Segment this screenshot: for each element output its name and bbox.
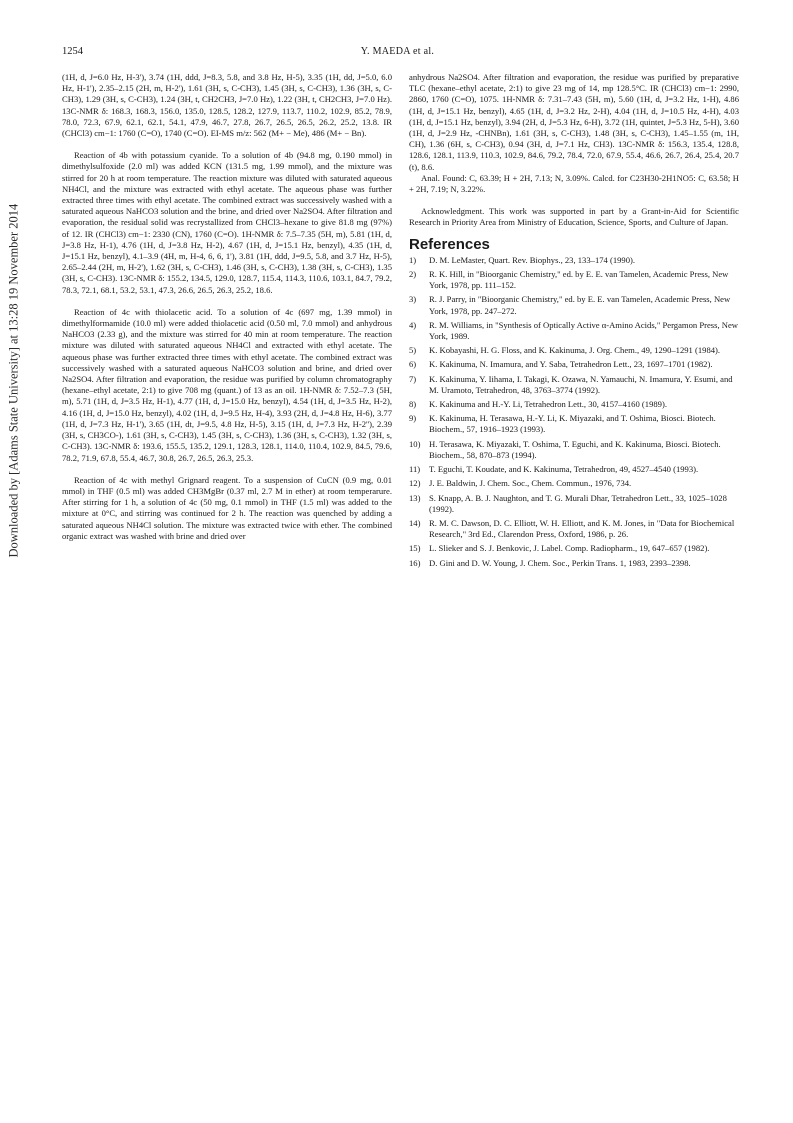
- reference-number: 9): [409, 413, 417, 424]
- nmr-data-paragraph: (1H, d, J=6.0 Hz, H-3'), 3.74 (1H, ddd, J=8.3, 5.8, and 3.8 Hz, H-5), 3.35 (1H, dd, J=5.0, 6.0 Hz, H-1'), 2.35–2.15 (2H, m, H-2'), 1.61 (3H, s, C-CH3), 1.45 (3H, s, C-CH3), 1.36 (3H, s, C-CH3), 1.29 (3H, s, C-CH3), 1.24 (3H, t, CH2CH3, J=7.0 Hz), 1.22 (3H, t, CH2CH3, J=7.0 Hz). 13C-NMR δ: 168.3, 168.3, 156.0, 135.0, 128.5, 128.2, 127.9, 113.7, 110.2, 102.9, 85.2, 78.9, 78.0, 72.3, 67.9, 62.1, 62.1, 54.1, 47.9, 46.7, 27.8, 26.7, 26.5, 26.5, 26.2, 25.2, 13.8. IR (CHCl3) cm−1: 1760 (C=O), 1740 (C=O). EI-MS m/z: 562 (M+ − Me), 486 (M+ − Bn).: [62, 72, 392, 139]
- reference-number: 12): [409, 478, 421, 489]
- reference-text: H. Terasawa, K. Miyazaki, T. Oshima, T. Eguchi, and K. Kakinuma, Biosci. Biotech. Biochem., 58, 870–873 (1994).: [429, 438, 721, 460]
- download-note: Downloaded by [Adams State University] at 13:28 19 November 2014: [6, 203, 21, 558]
- right-column: [409, 72, 739, 572]
- reference-number: 1): [409, 254, 417, 265]
- reference-text: R. K. Hill, in "Bioorganic Chemistry," ed. by E. E. van Tamelen, Academic Press, New York, 1978, pp. 111–152.: [429, 269, 729, 291]
- grignard-reaction-paragraph: Reaction of 4c with methyl Grignard reagent. To a suspension of CuCN (0.9 mg, 0.01 mmol) in THF (0.5 ml) was added CH3MgBr (0.37 ml, 2.7 M in ether) at room temperarure. After stirring for 1 h, a solution of 4c (50 mg, 0.1 mmol) in THF (1.5 ml) was added to the mixture at 0°C, and stirring was continued for 2 h. The reaction was quenched by adding a saturated aqueous NH4Cl solution. The mixture was extracted twice with ether. The combined organic extract was washed with brine and dried over: [62, 474, 392, 541]
- left-column: [62, 72, 392, 542]
- references-list: [409, 255, 739, 569]
- reference-text: S. Knapp, A. B. J. Naughton, and T. G. Murali Dhar, Tetrahedron Lett., 33, 1025–1028 (1992).: [429, 492, 727, 514]
- reference-number: 5): [409, 345, 417, 356]
- acknowledgment-paragraph: Acknowledgment. This work was supported in part by a Grant-in-Aid for Scientific Research in Priority Area from Ministry of Education, Science, Sports, and Culture of Japan.: [409, 206, 739, 228]
- reference-text: R. J. Parry, in "Bioorganic Chemistry," ed. by E. E. van Tamelen, Academic Press, New York, 1978, pp. 247–272.: [429, 294, 731, 316]
- reference-number: 10): [409, 438, 421, 449]
- reference-item: [409, 413, 739, 435]
- download-watermark: [4, 203, 22, 560]
- reference-item: [409, 374, 739, 396]
- reference-item: [409, 345, 739, 356]
- reference-text: K. Kakinuma, H. Terasawa, H.-Y. Li, K. Miyazaki, and T. Oshima, Biosci. Biotech. Biochem., 57, 1916–1923 (1993).: [429, 413, 716, 435]
- reference-item: [409, 294, 739, 316]
- references-heading: References: [409, 235, 490, 253]
- reference-text: K. Kakinuma, N. Imamura, and Y. Saba, Tetrahedron Lett., 23, 1697–1701 (1982).: [429, 359, 713, 370]
- analysis-paragraph: Anal. Found: C, 63.39; H + 2H, 7.13; N, 3.09%. Calcd. for C23H30-2H1NO5: C, 63.58; H + 2H, 7.19; N, 3.22%.: [409, 172, 739, 195]
- reference-number: 6): [409, 359, 417, 370]
- reference-item: [409, 493, 739, 515]
- reference-number: 2): [409, 269, 417, 280]
- reference-number: 4): [409, 319, 417, 330]
- reference-item: [409, 399, 739, 410]
- reference-item: [409, 439, 739, 461]
- reference-number: 11): [409, 464, 421, 475]
- continuation-paragraph: anhydrous Na2SO4. After filtration and evaporation, the residue was purified by preparative TLC (hexane–ethyl acetate, 2:1) to give 23 mg of 14, mp 128.5°C. IR (CHCl3) cm−1: 2990, 2860, 1760 (C=O), 1075. 1H-NMR δ: 7.31–7.43 (5H, m), 5.60 (1H, d, J=3.2 Hz, 1-H), 4.86 (1H, d, J=15.1 Hz, benzyl), 4.65 (1H, d, J=3.2 Hz, 2-H), 4.04 (1H, d, J=10.5 Hz, 4-H), 4.03 (1H, d, J=15.1 Hz, benzyl), 3.94 (2H, d, J=5.3 Hz, 6-H), 3.72 (1H, quintet, J=5.3 Hz, 5-H), 3.60 (1H, d, J=2.9 Hz, -CHNBn), 1.61 (3H, s, C-CH3), 1.48 (3H, s, C-CH3), 1.45–1.55 (m, 1H, CH), 1.36 (6H, s, C-CH3), 0.94 (3H, d, J=7.1 Hz, CH3). 13C-NMR δ: 156.3, 135.4, 128.8, 128.6, 128.1, 113.9, 110.3, 102.9, 84.6, 79.2, 78.4, 72.0, 67.9, 55.4, 46.6, 26.7, 26.4, 25.4, 20.7 (t), 8.6.: [409, 72, 739, 172]
- reference-item: [409, 359, 739, 370]
- page-header: [62, 46, 733, 62]
- reference-item: [409, 255, 739, 266]
- cyanide-reaction-paragraph: Reaction of 4b with potassium cyanide. To a solution of 4b (94.8 mg, 0.190 mmol) in dimethylsulfoxide (2.0 ml) was added KCN (131.5 mg, 1.99 mmol), and the mixture was stirred for 20 h at room temperature. The reaction mixture was diluted with saturated aqueous NH4Cl, and the mixture was extracted with ethyl acetate. The aqueous phase was further extracted three times with ethyl acetate. The combined extract was successively washed with a saturated aqueous NaHCO3 solution and the brine, and dried over Na2SO4. After filtration and evaporation, the residual solid was recrystallized from CHCl3–hexane to give 81.8 mg (97%) of 12. IR (CHCl3) cm−1: 2330 (CN), 1760 (C=O). 1H-NMR δ: 7.5–7.35 (5H, m), 5.81 (1H, d, J=3.8 Hz, H-1), 4.76 (1H, d, J=3.8 Hz, H-2), 4.67 (1H, d, J=15.1 Hz, benzyl), 4.35 (1H, d, J=15.1 Hz, benzyl), 4.1–3.9 (4H, m, H-4, 6, 6, 1'), 3.81 (1H, ddd, J=9.5, 5.8, and 3.7 Hz, H-5), 2.65–2.44 (2H, m, H-2'), 1.62 (3H, s, C-CH3), 1.46 (3H, s, C-CH3), 1.38 (3H, s, C-CH3), 1.35 (3H, s, C-CH3). 13C-NMR δ: 155.2, 134.5, 129.0, 128.7, 115.4, 114.3, 110.6, 103.1, 84.7, 79.2, 78.3, 72.1, 68.1, 53.2, 53.1, 47.3, 26.6, 26.5, 26.3, 25.2, 18.6.: [62, 150, 392, 295]
- reference-item: [409, 320, 739, 342]
- reference-text: L. Slieker and S. J. Benkovic, J. Label. Comp. Radiopharm., 19, 647–657 (1982).: [429, 543, 710, 554]
- reference-text: K. Kakinuma, Y. Iihama, I. Takagi, K. Ozawa, N. Yamauchi, N. Imamura, Y. Esumi, and M. Uramoto, Tetrahedron, 48, 3763–3774 (1992).: [429, 373, 733, 395]
- reference-item: [409, 464, 739, 475]
- reference-text: D. M. LeMaster, Quart. Rev. Biophys., 23, 133–174 (1990).: [429, 254, 636, 265]
- reference-number: 13): [409, 492, 421, 503]
- reference-text: R. M. C. Dawson, D. C. Elliott, W. H. Elliott, and K. M. Jones, in "Data for Biochemical Research," 3rd Ed., Clarendon Press, Oxford, 1986, p. 26.: [429, 517, 735, 540]
- reference-text: K. Kakinuma and H.-Y. Li, Tetrahedron Lett., 30, 4157–4160 (1989).: [429, 399, 667, 410]
- reference-text: K. Kobayashi, H. G. Floss, and K. Kakinuma, J. Org. Chem., 49, 1290–1291 (1984).: [429, 345, 721, 356]
- reference-item: [409, 478, 739, 489]
- reference-item: [409, 543, 739, 554]
- reference-item: [409, 518, 739, 540]
- reference-text: J. E. Baldwin, J. Chem. Soc., Chem. Commun., 1976, 734.: [429, 478, 632, 489]
- reference-number: 15): [409, 543, 421, 554]
- thiolacetic-reaction-paragraph: Reaction of 4c with thiolacetic acid. To a solution of 4c (697 mg, 1.39 mmol) in dimethylformamide (10.0 ml) were added thiolacetic acid (0.50 ml, 7.0 mmol) and anhydrous NaHCO3 (2.33 g), and the mixture was stirred for 40 min at room temperature. The reaction mixture was diluted with saturated aqueous NH4Cl and extracted with ethyl acetate. The aqueous phase was further extracted three times with ethyl acetate. The combined extract was successively washed with a saturated aqueous NaHCO3 solution and brine, and dried over Na2SO4. After filtration and evaporation, the residue was purified by column chromatography (hexane–ethyl acetate, 2:1) to give 708 mg (quant.) of 13 as an oil. 1H-NMR δ: 7.52–7.3 (5H, m), 5.71 (1H, d, J=3.5 Hz, H-1), 4.77 (1H, d, J=15.0 Hz, benzyl), 4.54 (1H, d, J=3.5 Hz, H-2), 4.16 (1H, d, J=15.0 Hz, benzyl), 4.02 (1H, d, J=9.5 Hz, H-4), 3.93 (2H, d, J=4.8 Hz, H-6), 3.77 (1H, d, J=7.3 Hz, H-1'), 3.65 (1H, dt, J=9.5, 4.8 Hz, H-5), 3.15 (1H, d, J=7.3 Hz, H-2''), 2.39 (3H, s, CH3CO-), 1.61 (3H, s, C-CH3), 1.45 (3H, s, C-CH3), 1.36 (3H, s, C-CH3), 1.32 (3H, s, C-CH3). 13C-NMR δ: 193.6, 155.5, 135.2, 129.1, 128.3, 128.1, 114.0, 110.4, 102.9, 84.5, 79.6, 78.2, 71.9, 67.8, 55.4, 46.7, 30.8, 26.7, 26.5, 26.3, 25.3.: [62, 306, 392, 463]
- reference-text: R. M. Williams, in "Synthesis of Optically Active α-Amino Acids," Pergamon Press, New York, 1989.: [429, 319, 738, 342]
- reference-item: [409, 269, 739, 291]
- reference-text: D. Gini and D. W. Young, J. Chem. Soc., Perkin Trans. 1, 1983, 2393–2398.: [429, 557, 691, 568]
- reference-number: 14): [409, 517, 421, 528]
- reference-number: 8): [409, 399, 417, 410]
- reference-item: [409, 558, 739, 569]
- running-head: Y. MAEDA et al.: [360, 46, 435, 57]
- page-number: 1254: [62, 46, 83, 57]
- reference-text: T. Eguchi, T. Koudate, and K. Kakinuma, Tetrahedron, 49, 4527–4540 (1993).: [429, 464, 699, 475]
- reference-number: 3): [409, 294, 417, 305]
- reference-number: 16): [409, 557, 421, 568]
- reference-number: 7): [409, 373, 417, 384]
